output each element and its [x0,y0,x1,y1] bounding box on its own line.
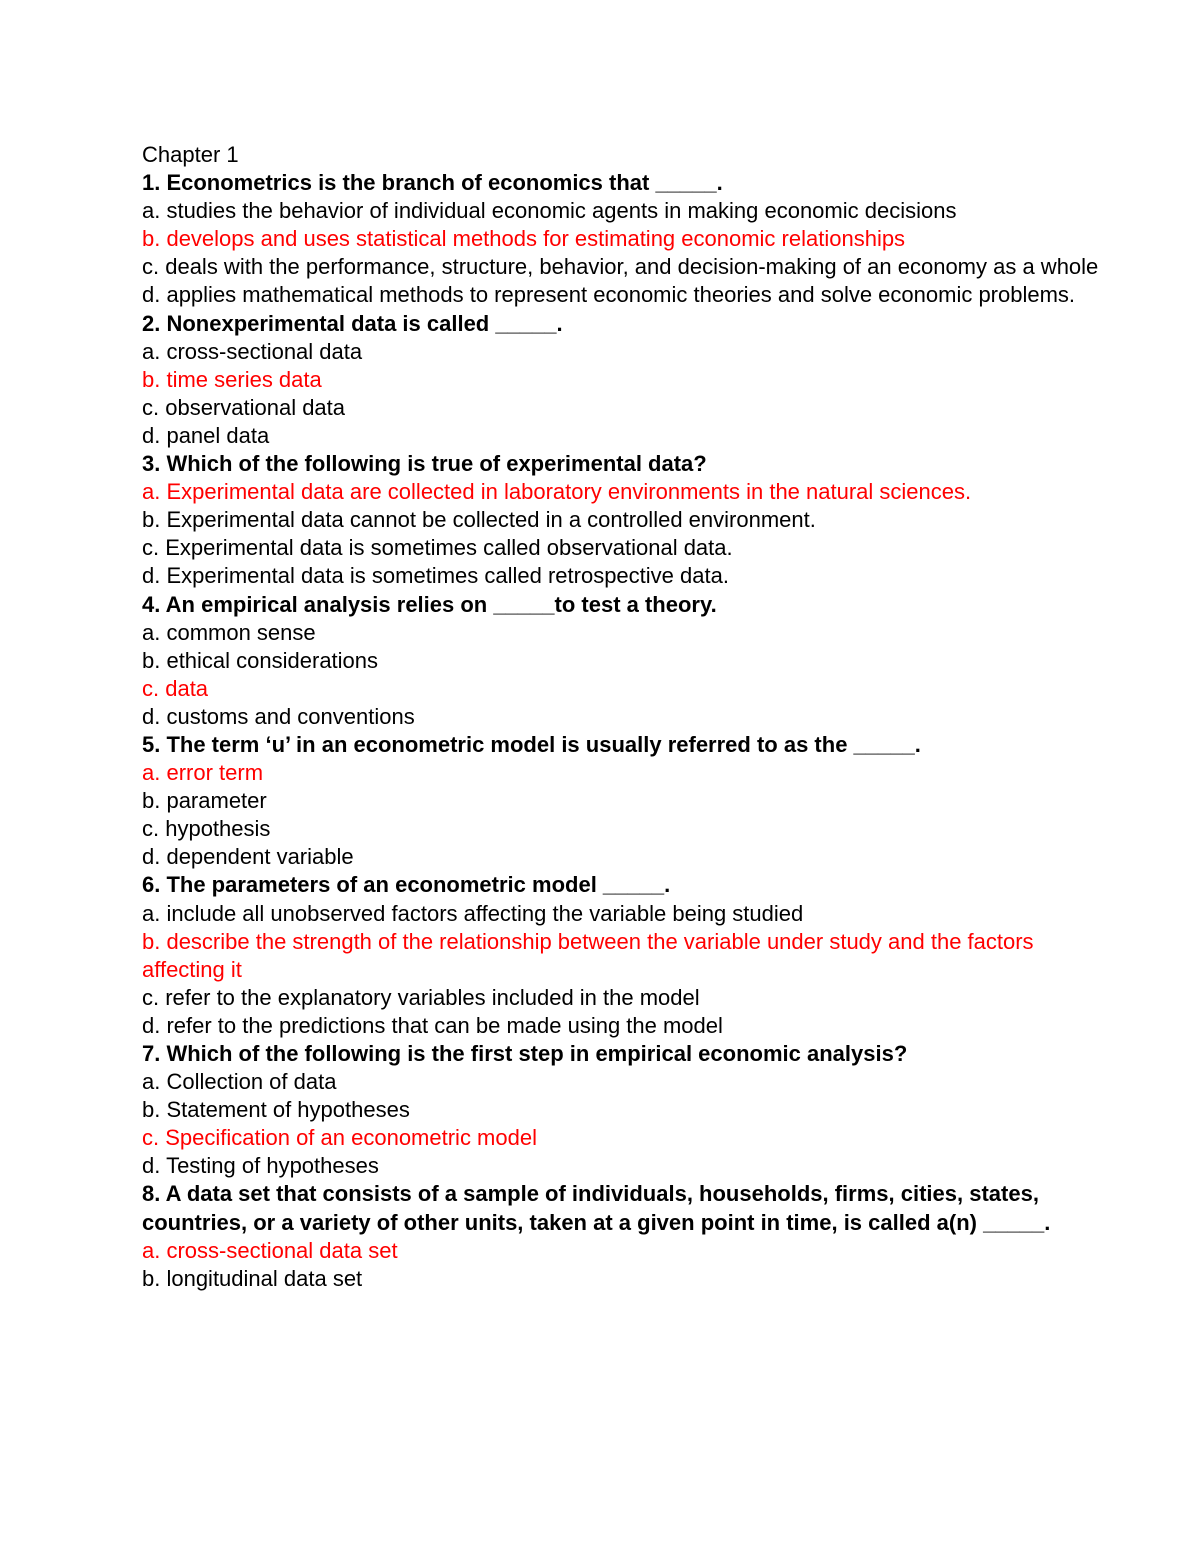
answer-option: b. ethical considerations [142,647,379,673]
answer-option-correct: a. error term [142,760,264,786]
answer-option: a. cross-sectional data [142,338,363,364]
answer-option-correct: b. describe the strength of the relationship between the variable under study and the factors affecting it [142,928,1034,982]
question-text: 8. A data set that consists of a sample of individuals, households, firms, cities, states, countries, or a variety of other units, taken at a given point in time, is called a(n) _____. [142,1181,1051,1235]
document-body [142,141,1102,1293]
answer-option: b. Statement of hypotheses [142,1097,410,1123]
question-text: 1. Econometrics is the branch of economics that _____. [142,170,723,196]
chapter-title: Chapter 1 [142,142,239,167]
answer-option: d. customs and conventions [142,703,415,729]
question-block [142,1040,1102,1180]
question-text: 7. Which of the following is the first step in empirical economic analysis? [142,1041,908,1066]
question-block [142,450,1102,590]
answer-option: c. observational data [142,394,346,420]
answer-option: b. parameter [142,788,267,814]
question-block [142,871,1102,1040]
answer-option: d. applies mathematical methods to represent economic theories and solve economic problems. [142,282,1076,308]
answer-option: c. hypothesis [142,816,271,842]
question-text: 4. An empirical analysis relies on _____to test a theory. [142,591,717,617]
answer-option: c. deals with the performance, structure, behavior, and decision-making of an economy as a whole [142,254,1099,280]
answer-option: c. refer to the explanatory variables included in the model [142,984,700,1010]
answer-option: a. Collection of data [142,1069,337,1095]
answer-option: d. Testing of hypotheses [142,1153,379,1179]
answer-option: b. longitudinal data set [142,1265,363,1291]
question-text: 5. The term ‘u’ in an econometric model is usually referred to as the _____. [142,731,921,757]
answer-option: d. dependent variable [142,844,354,870]
question-block [142,169,1102,309]
answer-option: a. include all unobserved factors affecting the variable being studied [142,900,804,926]
question-block [142,1180,1102,1292]
answer-option: a. common sense [142,619,316,645]
answer-option-correct: c. Specification of an econometric model [142,1125,537,1151]
question-list [142,169,1102,1293]
question-block [142,591,1102,731]
answer-option: d. refer to the predictions that can be made using the model [142,1012,723,1038]
answer-option-correct: b. time series data [142,366,322,392]
question-text: 6. The parameters of an econometric model _____. [142,872,671,898]
answer-option-correct: a. Experimental data are collected in laboratory environments in the natural sciences. [142,479,972,505]
answer-option: c. Experimental data is sometimes called observational data. [142,535,733,561]
answer-option: d. Experimental data is sometimes called retrospective data. [142,563,729,589]
answer-option: b. Experimental data cannot be collected in a controlled environment. [142,507,816,533]
answer-option: d. panel data [142,422,270,448]
answer-option: a. studies the behavior of individual economic agents in making economic decisions [142,198,957,224]
question-text: 2. Nonexperimental data is called _____. [142,310,563,336]
question-text: 3. Which of the following is true of experimental data? [142,451,707,477]
answer-option-correct: c. data [142,675,209,701]
question-block [142,731,1102,871]
answer-option-correct: a. cross-sectional data set [142,1237,398,1263]
answer-option-correct: b. develops and uses statistical methods for estimating economic relationships [142,226,906,252]
question-block [142,310,1102,450]
